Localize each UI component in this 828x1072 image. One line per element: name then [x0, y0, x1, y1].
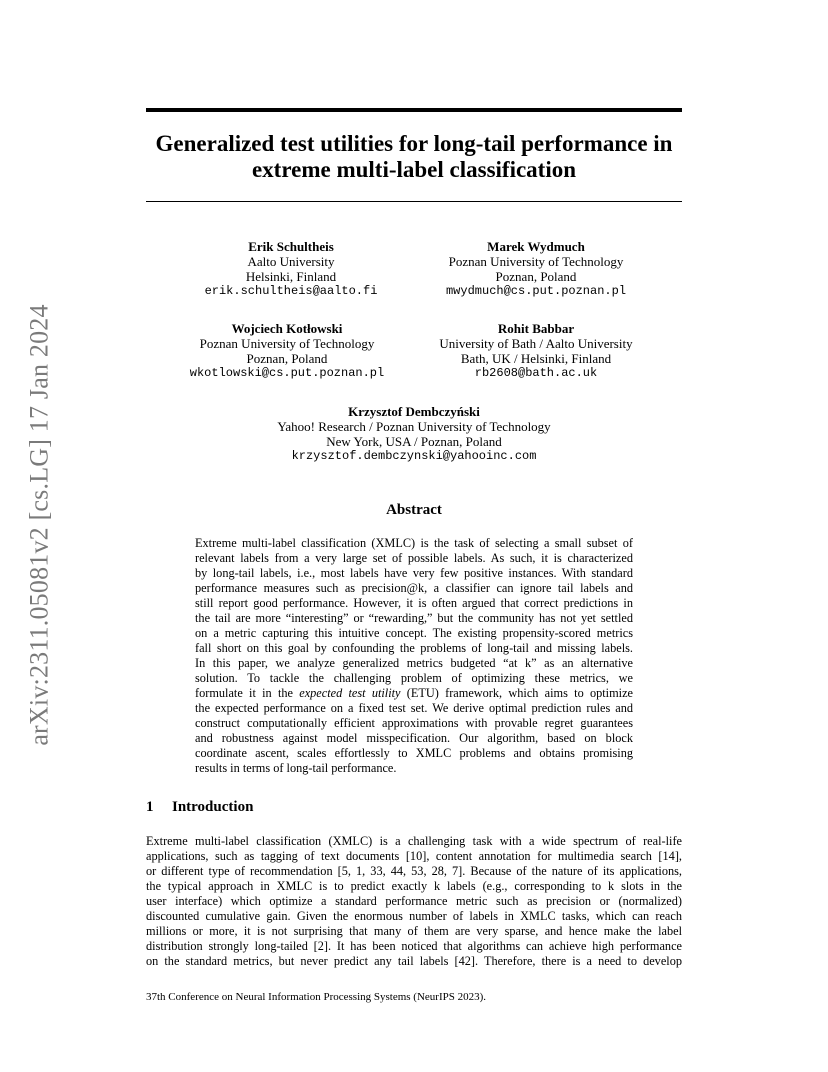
abstract-line: the expected performance on a fixed test set. We derive optimal prediction rules and [195, 701, 633, 715]
abstract-line: coordinate ascent, scales effortlessly to XMLC problems and obtains promising [195, 746, 633, 760]
author-location: New York, USA / Poznan, Poland [326, 434, 502, 449]
author-affiliation: Poznan University of Technology [448, 254, 624, 269]
title-line: Generalized test utilities for long-tail performance in [155, 131, 673, 156]
author-email: erik.schultheis@aalto.fi [204, 284, 378, 298]
abstract-line: In this paper, we analyze generalized metrics budgeted “at k” as an alternative [195, 656, 633, 670]
author-name: Krzysztof Dembczyński [348, 404, 480, 419]
author-email: krzysztof.dembczynski@yahooinc.com [291, 449, 537, 463]
author-block-2 [420, 239, 652, 299]
abstract-line: relevant labels from a very large set of possible labels. As such, it is characterized [195, 551, 633, 565]
abstract-line: by long-tail labels, i.e., most labels have very few positive instances. With standard [195, 566, 633, 580]
author-location: Poznan, Poland [495, 269, 577, 284]
title-rule-top [146, 108, 682, 112]
author-block-4 [420, 321, 652, 381]
section-number: 1 [146, 799, 154, 815]
author-email: mwydmuch@cs.put.poznan.pl [445, 284, 627, 298]
introduction-body [146, 834, 682, 969]
abstract-line: fall short on this goal by confounding the problems of long-tail and missing labels. [195, 641, 633, 655]
author-email: wkotlowski@cs.put.poznan.pl [189, 366, 385, 380]
author-name: Rohit Babbar [497, 321, 575, 336]
author-affiliation: Yahoo! Research / Poznan University of Technology [277, 419, 551, 434]
author-location: Poznan, Poland [246, 351, 328, 366]
intro-line: Extreme multi-label classification (XMLC) is a challenging task with a wide spectrum of real-life [146, 834, 682, 848]
intro-line: on the standard metrics, but never predict any tail labels [42]. Therefore, there is a need to develop [146, 954, 682, 968]
author-location: Bath, UK / Helsinki, Finland [460, 351, 612, 366]
abstract-line-etu [195, 686, 633, 701]
author-block-5 [246, 404, 582, 464]
abstract-line-text: (ETU) framework, which aims to optimize [400, 686, 633, 700]
abstract-line: on a metric capturing this intuitive concept. The existing propensity-scored metrics [195, 626, 633, 640]
abstract-line: and robustness against model misspecification. Our algorithm, based on block [195, 731, 633, 745]
intro-line: millions or more, it is not surprising that many of them are very sparse, and hence make the label [146, 924, 682, 938]
author-email: rb2608@bath.ac.uk [474, 366, 598, 380]
intro-line: or different type of recommendation [5, 1, 33, 44, 53, 28, 7]. Because of the nature of its applications, [146, 864, 682, 878]
abstract-heading: Abstract [386, 502, 442, 518]
intro-line: discounted cumulative gain. Given the enormous number of labels in XMLC tasks, which can reach [146, 909, 682, 923]
intro-line: user interface) which optimize a standard performance metric such as precision or (normalized) [146, 894, 682, 908]
abstract-line-text: formulate it in the [195, 686, 300, 700]
author-affiliation: Poznan University of Technology [199, 336, 375, 351]
author-affiliation: University of Bath / Aalto University [439, 336, 633, 351]
abstract-body [195, 536, 633, 776]
abstract-line: construct computationally efficient approximations with provable regret guarantees [195, 716, 633, 730]
author-affiliation: Aalto University [247, 254, 335, 269]
abstract-line: performance measures such as precision@k, a classifier can ignore tail labels and [195, 581, 633, 595]
abstract-line: the tail are more “interesting” or “rewarding,” but the community has not yet settled [195, 611, 633, 625]
section-heading [146, 799, 253, 816]
author-name: Wojciech Kotłowski [231, 321, 343, 336]
abstract-line: still report good performance. However, it is often argued that correct predictions in [195, 596, 633, 610]
abstract-emphasis: expected test utility [299, 686, 401, 700]
abstract-line: results in terms of long-tail performance. [195, 761, 397, 775]
abstract-line: solution. To tackle the challenging problem of optimizing these metrics, we [195, 671, 633, 685]
author-block-3 [176, 321, 398, 381]
section-title: Introduction [172, 799, 254, 815]
arxiv-identifier [20, 290, 60, 760]
author-name: Marek Wydmuch [487, 239, 585, 254]
intro-line: the typical approach in XMLC is to predict exactly k labels (e.g., corresponding to k slots in the [146, 879, 682, 893]
conference-footnote: 37th Conference on Neural Information Processing Systems (NeurIPS 2023). [146, 991, 487, 1003]
arxiv-identifier-text: arXiv:2311.05081v2 [cs.LG] 17 Jan 2024 [25, 304, 55, 746]
author-block-1 [186, 239, 396, 299]
intro-line: distribution strongly long-tailed [2]. It has been noticed that algorithms can achieve high performance [146, 939, 682, 953]
title-rule-bottom [146, 201, 682, 202]
author-name: Erik Schultheis [248, 239, 334, 254]
abstract-line: Extreme multi-label classification (XMLC) is the task of selecting a small subset of [195, 536, 633, 550]
title-line: extreme multi-label classification [251, 157, 577, 182]
intro-line: applications, such as tagging of text documents [10], content annotation for multimedia search [14], [146, 849, 682, 863]
paper-title [146, 131, 682, 183]
author-location: Helsinki, Finland [245, 269, 337, 284]
